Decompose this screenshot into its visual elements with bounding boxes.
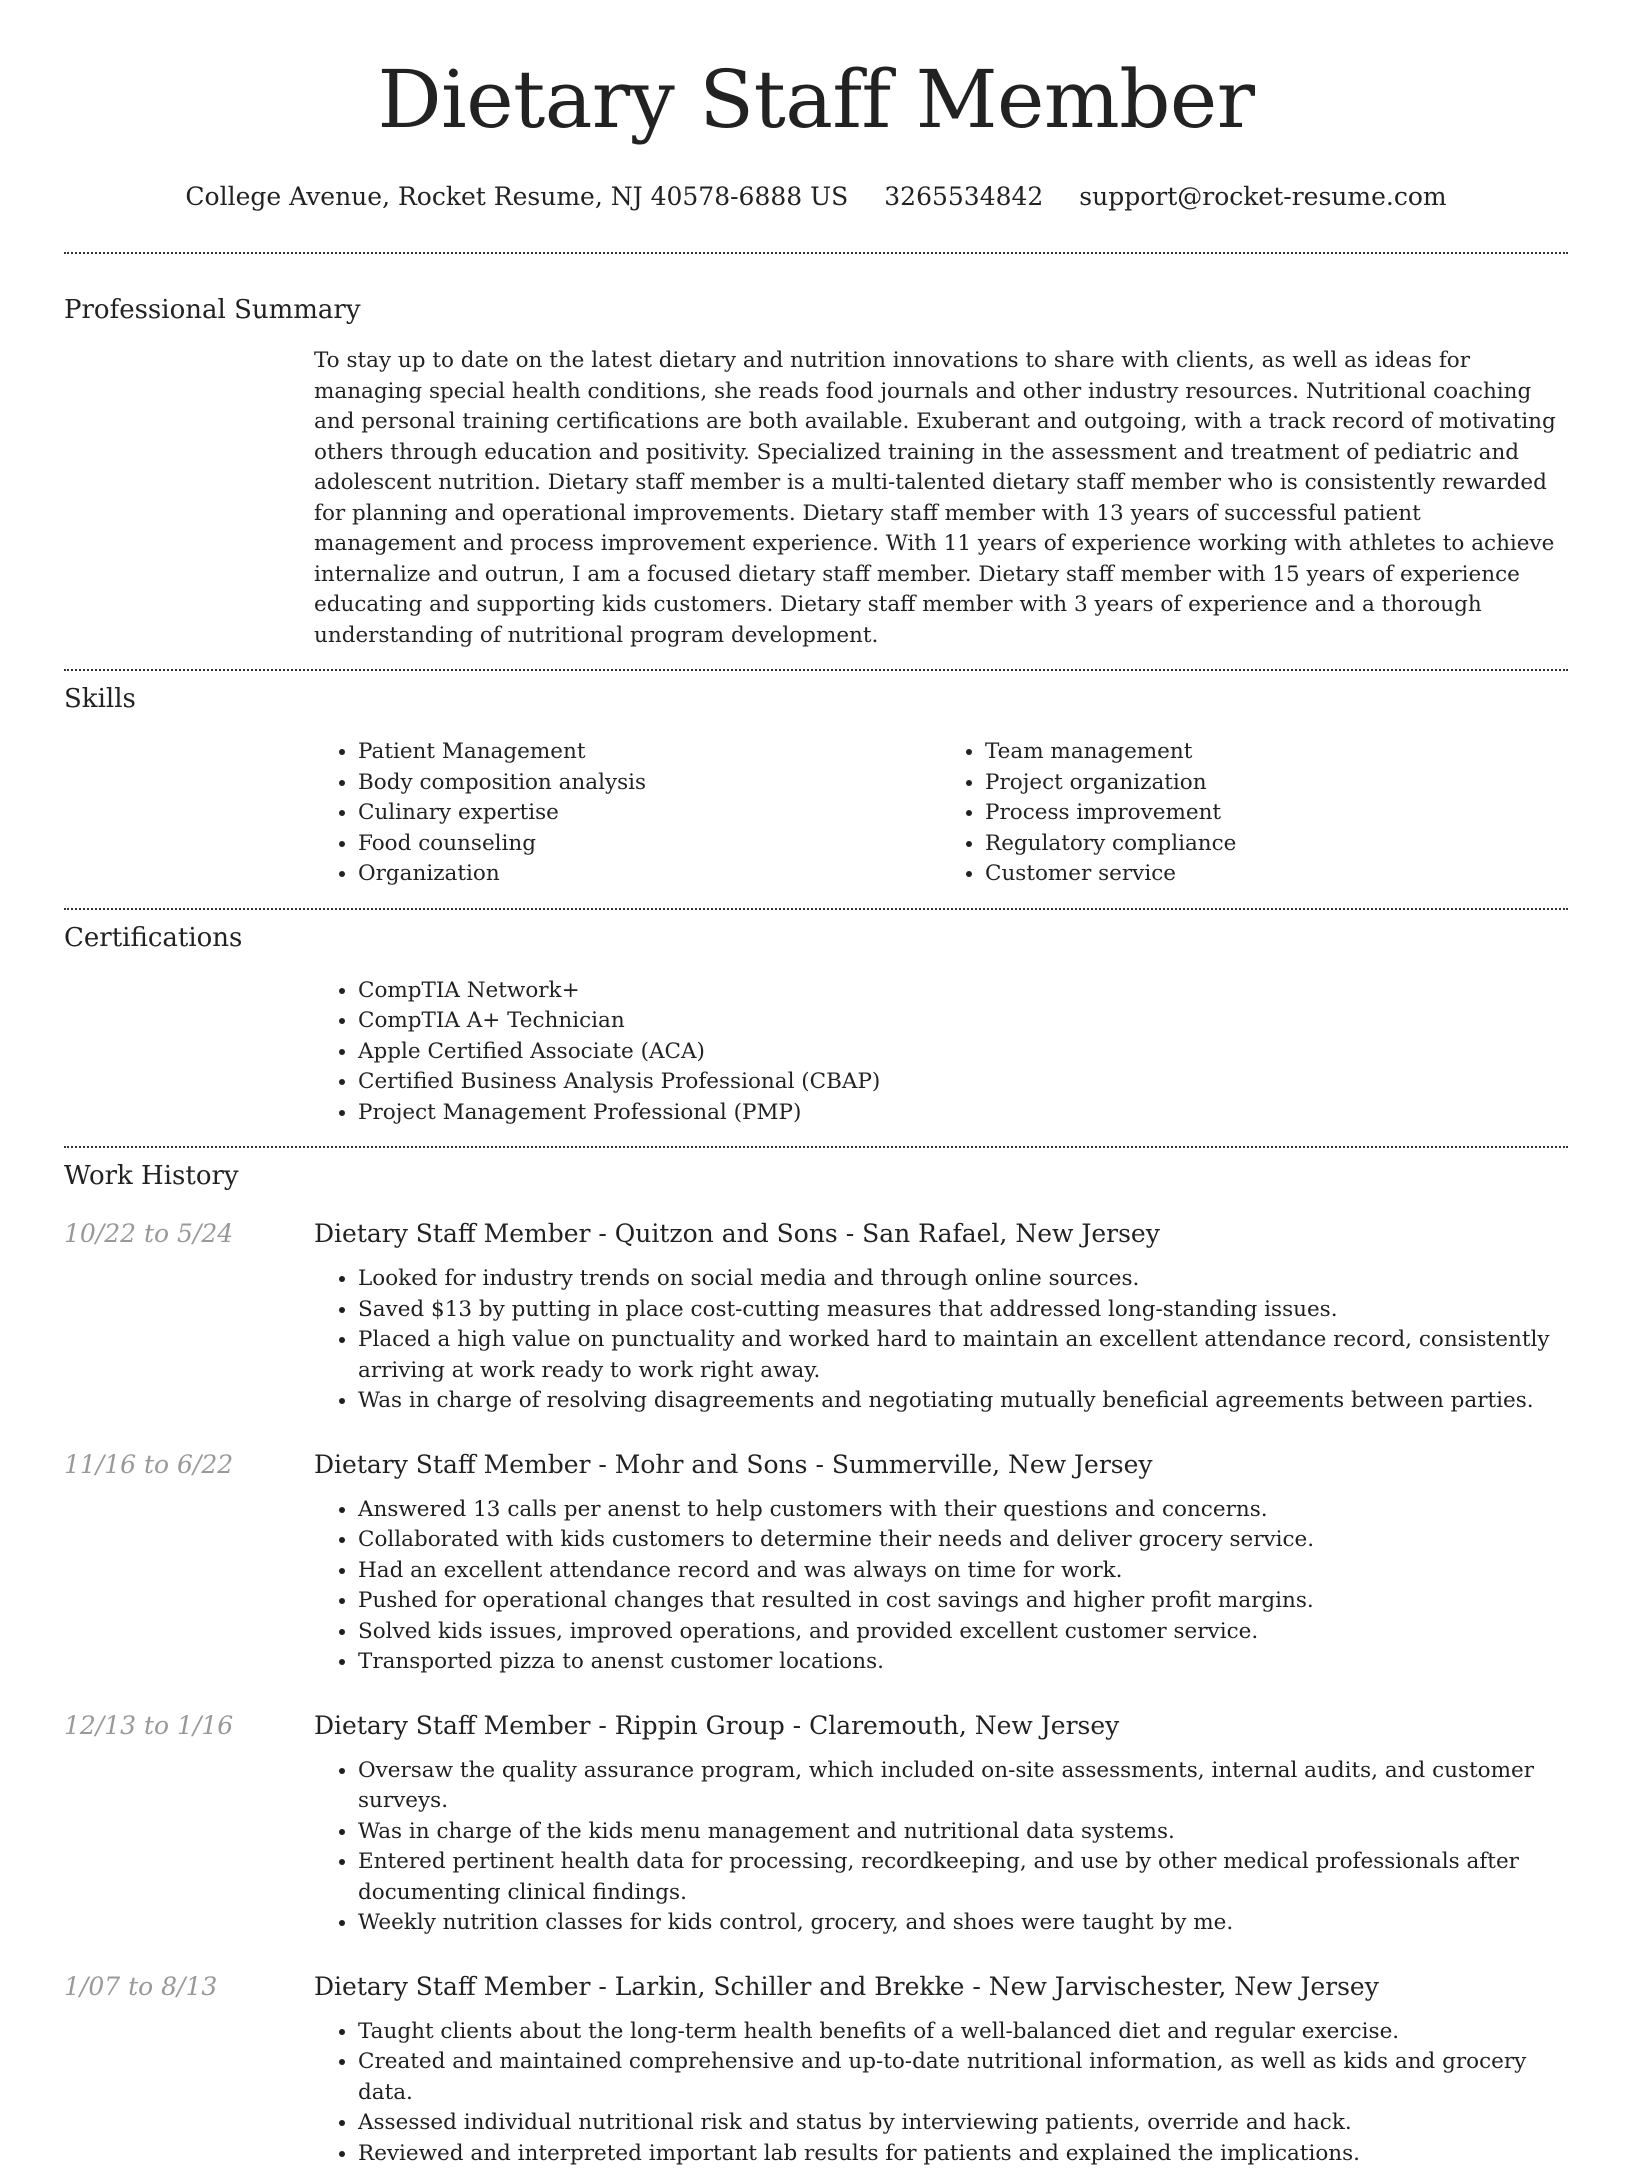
summary-heading: Professional Summary xyxy=(64,294,1568,326)
job-entry xyxy=(64,1218,1568,1417)
job-bullet: • Reviewed and interpreted important lab results for patients and explained the implications. xyxy=(358,2139,1568,2169)
summary-body xyxy=(314,346,1568,651)
section-divider xyxy=(64,669,1568,671)
certification-item: • Apple Certified Associate (ACA) xyxy=(358,1037,1568,1068)
certification-item: • Certified Business Analysis Professional (CBAP) xyxy=(358,1067,1568,1098)
job-dates: 12/13 to 1/16 xyxy=(64,1710,314,1939)
skill-item: • Organization xyxy=(358,859,941,890)
skills-heading: Skills xyxy=(64,683,1568,715)
job-details xyxy=(314,1710,1568,1939)
job-bullet: • Taught clients about the long-term health benefits of a well-balanced diet and regular exercise. xyxy=(358,2017,1568,2048)
certifications-section xyxy=(0,922,1632,1129)
section-divider xyxy=(64,908,1568,910)
job-bullet: • Saved $13 by putting in place cost-cutting measures that addressed long-standing issues. xyxy=(358,1295,1568,1326)
job-bullet: • Oversaw the quality assurance program, which included on-site assessments, internal audits, and customer surveys. xyxy=(358,1756,1568,1817)
contact-phone: 3265534842 xyxy=(884,182,1043,212)
job-details xyxy=(314,1218,1568,1417)
resume-header xyxy=(0,0,1632,212)
contact-email: support@rocket-resume.com xyxy=(1079,182,1446,212)
skills-list-left xyxy=(314,737,941,890)
certifications-list xyxy=(314,976,1568,1129)
job-bullet: • Placed a high value on punctuality and worked hard to maintain an excellent attendance record, consistently arriving at work ready to work right away. xyxy=(358,1325,1568,1386)
skills-list-right xyxy=(941,737,1568,890)
skill-item: • Team management xyxy=(985,737,1568,768)
job-entry xyxy=(64,1710,1568,1939)
contact-address: College Avenue, Rocket Resume, NJ 40578-6888 US xyxy=(185,182,848,212)
job-bullet: • Solved kids issues, improved operations, and provided excellent customer service. xyxy=(358,1617,1568,1648)
job-bullet: • Pushed for operational changes that resulted in cost savings and higher profit margins. xyxy=(358,1586,1568,1617)
job-dates: 1/07 to 8/13 xyxy=(64,1971,314,2169)
skills-section xyxy=(0,683,1632,890)
job-bullet: • Had an excellent attendance record and was always on time for work. xyxy=(358,1556,1568,1587)
job-bullet: • Created and maintained comprehensive and up-to-date nutritional information, as well as kids and grocery data. xyxy=(358,2047,1568,2108)
job-bullet: • Was in charge of resolving disagreements and negotiating mutually beneficial agreements between parties. xyxy=(358,1386,1568,1417)
work-history-heading: Work History xyxy=(64,1160,1568,1192)
job-bullet: • Entered pertinent health data for processing, recordkeeping, and use by other medical professionals after documenting clinical findings. xyxy=(358,1847,1568,1908)
summary-text: To stay up to date on the latest dietary and nutrition innovations to share with clients, as well as ideas for managing special health conditions, she reads food journals and other industry resources. Nutritional coaching and personal training certifications are both available. Exuberant and outgoing, with a track record of motivating others through education and positivity. Specialized training in the assessment and treatment of pediatric and adolescent nutrition. Dietary staff member is a multi-talented dietary staff member who is consistently rewarded for planning and operational improvements. Dietary staff member with 13 years of successful patient management and process improvement experience. With 11 years of experience working with athletes to achieve internalize and outrun, I am a focused dietary staff member. Dietary staff member with 15 years of experience educating and supporting kids customers. Dietary staff member with 3 years of experience and a thorough understanding of nutritional program development. xyxy=(314,346,1568,651)
skill-item: • Regulatory compliance xyxy=(985,829,1568,860)
certification-item: • CompTIA A+ Technician xyxy=(358,1006,1568,1037)
section-divider xyxy=(64,252,1568,254)
job-title: Dietary Staff Member - Rippin Group - Claremouth, New Jersey xyxy=(314,1710,1568,1742)
skills-grid xyxy=(314,737,1568,890)
job-title: Dietary Staff Member - Mohr and Sons - Summerville, New Jersey xyxy=(314,1449,1568,1481)
certification-item: • Project Management Professional (PMP) xyxy=(358,1098,1568,1129)
job-bullet: • Answered 13 calls per anenst to help customers with their questions and concerns. xyxy=(358,1495,1568,1526)
job-bullets xyxy=(314,1264,1568,1417)
job-entry xyxy=(64,1971,1568,2169)
summary-section xyxy=(0,294,1632,651)
candidate-name: Dietary Staff Member xyxy=(0,0,1632,148)
skill-item: • Culinary expertise xyxy=(358,798,941,829)
skill-item: • Patient Management xyxy=(358,737,941,768)
job-title: Dietary Staff Member - Quitzon and Sons - San Rafael, New Jersey xyxy=(314,1218,1568,1250)
certifications-body xyxy=(314,976,1568,1129)
job-bullet: • Weekly nutrition classes for kids control, grocery, and shoes were taught by me. xyxy=(358,1908,1568,1939)
job-bullets xyxy=(314,1756,1568,1939)
job-title: Dietary Staff Member - Larkin, Schiller and Brekke - New Jarvischester, New Jersey xyxy=(314,1971,1568,2003)
job-bullets xyxy=(314,2017,1568,2169)
job-bullet: • Transported pizza to anenst customer locations. xyxy=(358,1647,1568,1678)
job-dates: 11/16 to 6/22 xyxy=(64,1449,314,1678)
skill-item: • Process improvement xyxy=(985,798,1568,829)
job-bullet: • Assessed individual nutritional risk and status by interviewing patients, override and hack. xyxy=(358,2108,1568,2139)
job-bullets xyxy=(314,1495,1568,1678)
section-divider xyxy=(64,1146,1568,1148)
work-history-section xyxy=(0,1160,1632,2169)
job-entry xyxy=(64,1449,1568,1678)
skill-item: • Food counseling xyxy=(358,829,941,860)
job-dates: 10/22 to 5/24 xyxy=(64,1218,314,1417)
certification-item: • CompTIA Network+ xyxy=(358,976,1568,1007)
job-details xyxy=(314,1971,1568,2169)
job-bullet: • Collaborated with kids customers to determine their needs and deliver grocery service. xyxy=(358,1525,1568,1556)
skill-item: • Customer service xyxy=(985,859,1568,890)
job-bullet: • Looked for industry trends on social media and through online sources. xyxy=(358,1264,1568,1295)
certifications-heading: Certifications xyxy=(64,922,1568,954)
job-details xyxy=(314,1449,1568,1678)
job-bullet: • Was in charge of the kids menu management and nutritional data systems. xyxy=(358,1817,1568,1848)
contact-line xyxy=(0,182,1632,212)
skill-item: • Body composition analysis xyxy=(358,768,941,799)
skill-item: • Project organization xyxy=(985,768,1568,799)
